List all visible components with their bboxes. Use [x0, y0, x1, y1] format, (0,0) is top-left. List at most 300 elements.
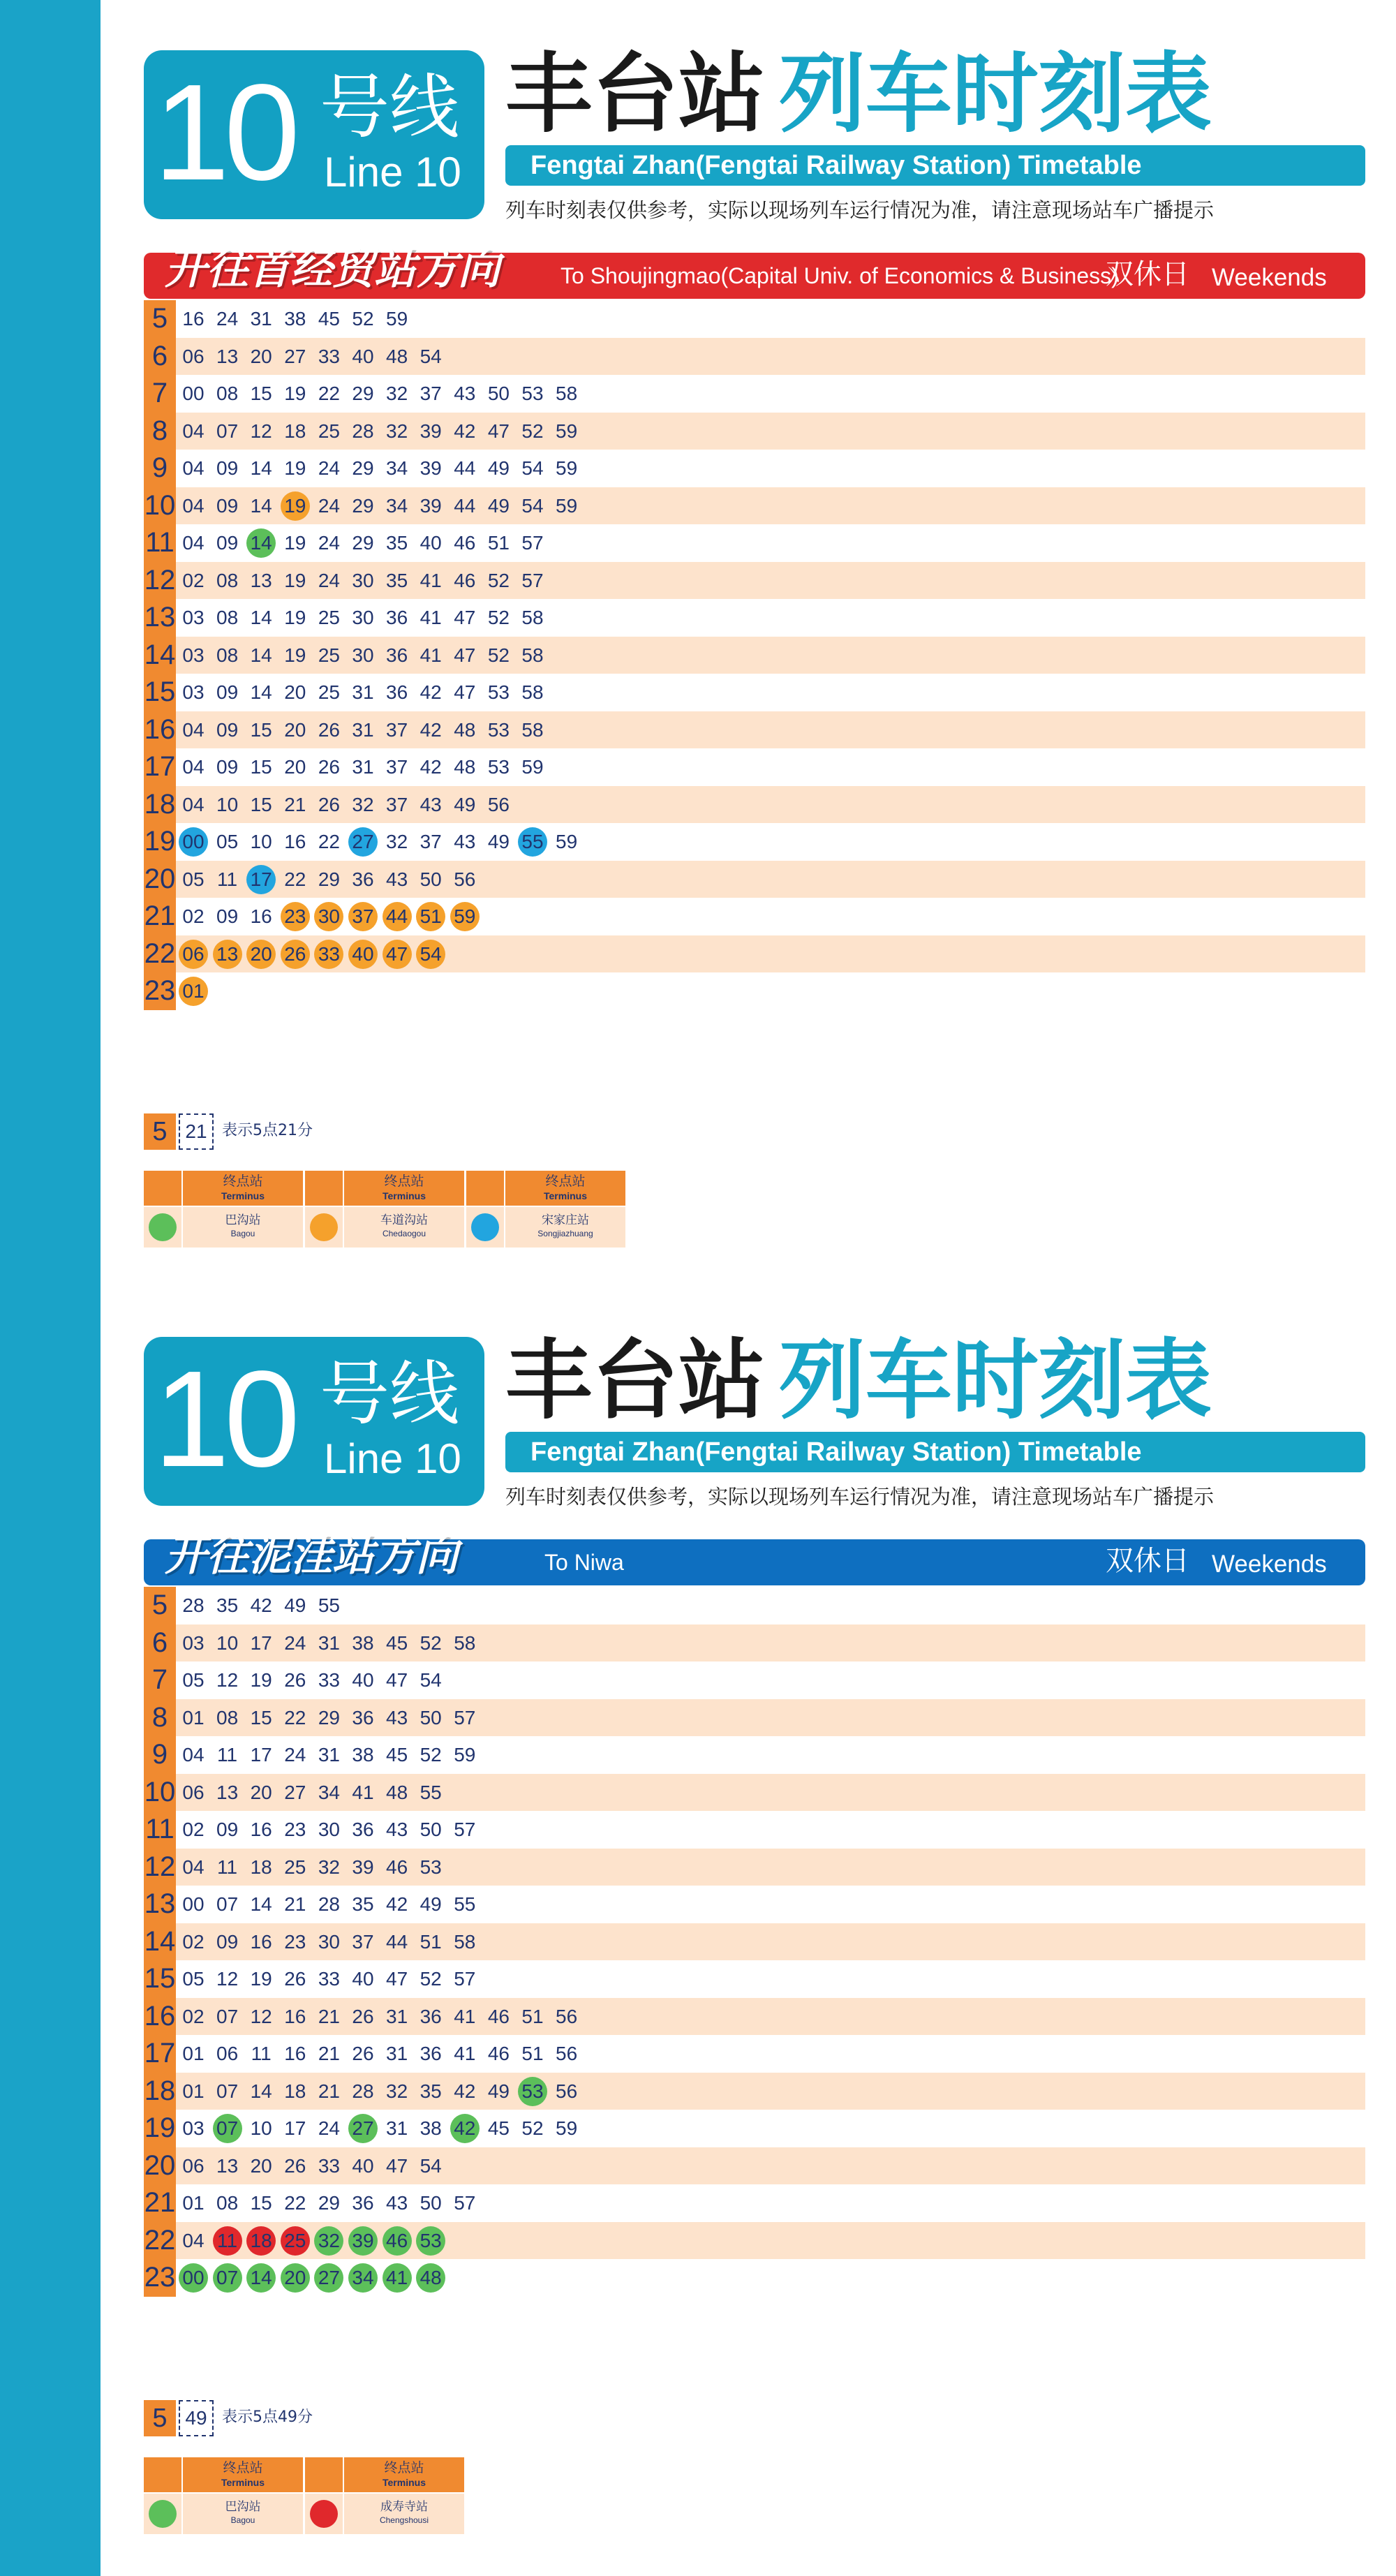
- departure-minute: 29: [352, 494, 374, 517]
- departure-minute: 32: [386, 831, 408, 852]
- departure-minute: 21: [284, 1893, 306, 1915]
- legend-dot-cell: [466, 1207, 504, 1248]
- direction-en: To Niwa: [544, 1550, 624, 1575]
- departure-minute: 31: [386, 2005, 408, 2027]
- departure-minute: 56: [487, 793, 510, 815]
- departure-minute: 06: [216, 2043, 239, 2064]
- departure-minute: 00: [182, 1893, 205, 1915]
- departure-minute: 04: [182, 1744, 205, 1766]
- departure-minute: 19: [284, 383, 306, 404]
- legend-station-en: Bagou: [230, 1229, 255, 1238]
- departure-minute: 17: [284, 2117, 306, 2139]
- departure-minute-marked: 33: [314, 940, 343, 969]
- legend-color-header: [144, 2457, 181, 2492]
- departure-minute: 56: [556, 2043, 578, 2064]
- departure-minute: 22: [284, 868, 306, 890]
- hour-row: [144, 1811, 1365, 1849]
- departure-minute: 42: [419, 718, 442, 741]
- departure-minute: 59: [556, 2117, 578, 2139]
- departure-minute: 48: [454, 756, 476, 778]
- departure-minute: 43: [386, 868, 408, 890]
- departure-minute: 04: [182, 793, 205, 815]
- legend-item: [305, 2457, 464, 2534]
- departure-minute: 02: [182, 2005, 205, 2027]
- legend-station: [183, 1207, 303, 1248]
- hour-cell: 16: [144, 1998, 176, 2036]
- departure-minute: 19: [284, 607, 306, 628]
- departure-minute: 20: [284, 756, 306, 778]
- example-minute: 49: [179, 2400, 214, 2436]
- departure-minute: 09: [216, 1819, 239, 1840]
- departure-minute: 21: [318, 2043, 340, 2064]
- legend-dot-cell: [144, 2494, 181, 2534]
- departure-minute: 50: [487, 383, 510, 404]
- legend-header-en: Terminus: [544, 1190, 587, 1201]
- departure-minute: 34: [386, 494, 408, 517]
- departure-minute: 43: [386, 1819, 408, 1840]
- legend-station-cn: 车道沟站: [380, 1213, 428, 1227]
- departure-minute: 38: [352, 1631, 374, 1654]
- departure-minute: 14: [250, 644, 272, 666]
- departure-minute: 47: [454, 607, 476, 628]
- hour-row: [144, 2184, 1365, 2222]
- departure-minute: 54: [419, 1669, 442, 1691]
- legend-dot: [471, 1213, 499, 1241]
- departure-minute: 41: [419, 607, 442, 628]
- hour-row: [144, 1886, 1365, 1923]
- departure-minute: 16: [284, 831, 306, 852]
- departure-minute: 29: [318, 868, 340, 890]
- example-key: [144, 1113, 563, 1150]
- example-minute: 21: [179, 1113, 214, 1150]
- departure-minute: 29: [352, 383, 374, 404]
- departure-minute: 28: [318, 1893, 340, 1915]
- departure-minute: 36: [386, 644, 408, 666]
- departure-minute: 52: [487, 644, 510, 666]
- departure-minute: 45: [386, 1744, 408, 1766]
- departure-minute: 31: [352, 681, 374, 703]
- notice-text: 列车时刻表仅供参考，实际以现场列车运行情况为准，请注意现场站车广播提示: [505, 198, 1215, 222]
- departure-minute: 01: [182, 2043, 205, 2064]
- departure-minute: 35: [419, 2080, 442, 2102]
- departure-minute: 12: [216, 1968, 239, 1990]
- departure-minute: 47: [487, 420, 510, 442]
- departure-minute: 02: [182, 1930, 205, 1953]
- departure-minute: 24: [216, 308, 239, 330]
- departure-minute: 50: [419, 868, 442, 890]
- departure-minute-marked: 47: [383, 940, 412, 969]
- departure-minute: 03: [182, 1631, 205, 1654]
- hour-cell: 17: [144, 748, 176, 786]
- departure-minute: 31: [386, 2043, 408, 2064]
- legend-item: [466, 1171, 625, 1248]
- departure-minute: 16: [250, 905, 272, 927]
- departure-minute: 12: [216, 1669, 239, 1691]
- departure-minute-marked: 53: [518, 2077, 547, 2106]
- departure-minute: 32: [318, 1856, 340, 1878]
- example-text: 表示5点21分: [222, 1122, 313, 1139]
- direction-cn: 开往泥洼站方向: [165, 1532, 458, 1581]
- departure-minute: 14: [250, 494, 272, 517]
- departure-minute: 39: [352, 1856, 374, 1878]
- departure-minute: 32: [386, 383, 408, 404]
- departure-minute: 07: [216, 420, 239, 442]
- departure-minute-marked: 17: [246, 865, 276, 894]
- departure-minute: 37: [386, 793, 408, 815]
- line-label-cn: 号线: [320, 66, 459, 148]
- timetable-northbound: [101, 0, 1396, 1285]
- legend-station-cn: 宋家庄站: [542, 1213, 589, 1227]
- legend-station: [505, 1207, 625, 1248]
- departure-minute: 53: [419, 1856, 442, 1878]
- departure-minute: 39: [419, 420, 442, 442]
- departure-minute: 04: [182, 718, 205, 741]
- page-title: [505, 1328, 1212, 1433]
- hour-row: [144, 1774, 1365, 1812]
- departure-minute: 31: [352, 718, 374, 741]
- departure-minute: 06: [182, 2154, 205, 2177]
- departure-minute: 26: [318, 756, 340, 778]
- legend-dot-cell: [144, 1207, 181, 1248]
- departure-minute: 05: [216, 831, 239, 852]
- departure-minute: 14: [250, 1893, 272, 1915]
- departure-minute: 07: [216, 2080, 239, 2102]
- example-hour: 5: [144, 2400, 176, 2436]
- departure-minute: 22: [284, 2192, 306, 2214]
- departure-minute: 34: [386, 457, 408, 479]
- hour-cell: 5: [144, 300, 176, 338]
- direction-bar: [144, 1532, 1365, 1585]
- departure-minute-marked: 46: [383, 2226, 412, 2256]
- departure-minute: 46: [487, 2043, 510, 2064]
- hour-cell: 7: [144, 375, 176, 413]
- departure-minute: 38: [352, 1744, 374, 1766]
- hour-cell: 19: [144, 2110, 176, 2147]
- departure-minute: 56: [556, 2005, 578, 2027]
- departure-minute: 56: [454, 868, 476, 890]
- departure-minute: 40: [419, 532, 442, 554]
- departure-minute-marked: 53: [416, 2226, 445, 2256]
- departure-minute: 57: [454, 1706, 476, 1729]
- departure-minute: 42: [386, 1893, 408, 1915]
- departure-minute: 16: [182, 308, 205, 330]
- departure-minute: 09: [216, 681, 239, 703]
- legend-station-cn: 成寿寺站: [380, 2500, 428, 2514]
- departure-minute: 52: [521, 2117, 544, 2139]
- station-name: 丰台站: [505, 44, 766, 145]
- legend-dot-cell: [305, 2494, 343, 2534]
- legend-item: [144, 2457, 303, 2534]
- departure-minute: 36: [419, 2005, 442, 2027]
- departure-minute: 19: [284, 569, 306, 591]
- departure-minute: 58: [454, 1930, 476, 1953]
- legend-item: [305, 1171, 464, 1248]
- departure-minute-marked: 07: [213, 2114, 242, 2143]
- departure-minute: 08: [216, 1706, 239, 1729]
- departure-minute: 21: [318, 2005, 340, 2027]
- departure-minute: 26: [284, 1669, 306, 1691]
- departure-minute: 31: [318, 1631, 340, 1654]
- departure-minute: 36: [386, 681, 408, 703]
- departure-minute: 15: [250, 1706, 272, 1729]
- departure-minute: 58: [521, 718, 544, 741]
- line-label-en: Line 10: [324, 149, 461, 195]
- departure-minute: 45: [386, 1631, 408, 1654]
- departure-minute: 04: [182, 756, 205, 778]
- departure-minute: 24: [318, 569, 340, 591]
- line-label-cn: 号线: [320, 1353, 459, 1435]
- departure-minute: 48: [386, 345, 408, 367]
- departure-minute: 49: [284, 1594, 306, 1616]
- legend-station-en: Songjiazhuang: [537, 1229, 593, 1238]
- departure-minute: 37: [352, 1930, 374, 1953]
- legend-color-header: [305, 1171, 343, 1206]
- line-badge: [144, 50, 484, 219]
- departure-minute-marked: 55: [518, 827, 547, 857]
- departure-minute: 59: [556, 494, 578, 517]
- departure-minute: 13: [216, 1781, 239, 1803]
- departure-minute: 16: [250, 1819, 272, 1840]
- departure-minute: 14: [250, 607, 272, 628]
- hour-cell: 14: [144, 1923, 176, 1961]
- departure-minute-marked: 37: [348, 902, 378, 931]
- departure-minute: 03: [182, 644, 205, 666]
- departure-minute: 35: [216, 1594, 239, 1616]
- hour-row: [144, 413, 1365, 450]
- hour-row: [144, 861, 1365, 898]
- departure-minute-marked: 59: [450, 902, 480, 931]
- departure-minute: 35: [352, 1893, 374, 1915]
- departure-minute: 04: [182, 457, 205, 479]
- hour-row: [144, 935, 1365, 973]
- legend-station-cn: 巴沟站: [225, 1213, 261, 1227]
- departure-minute: 04: [182, 532, 205, 554]
- departure-minute: 26: [284, 1968, 306, 1990]
- departure-minute: 47: [386, 2154, 408, 2177]
- departure-minute-marked: 14: [246, 2263, 276, 2293]
- legend-color-header: [466, 1171, 504, 1206]
- departure-minute: 24: [284, 1744, 306, 1766]
- notice-text: 列车时刻表仅供参考，实际以现场列车运行情况为准，请注意现场站车广播提示: [505, 1485, 1215, 1509]
- hour-cell: 22: [144, 935, 176, 973]
- departure-minute: 35: [386, 569, 408, 591]
- timetable-grid: [144, 300, 1365, 1010]
- departure-minute: 47: [454, 681, 476, 703]
- legend-header-en: Terminus: [383, 2477, 426, 2488]
- departure-minute: 25: [318, 607, 340, 628]
- legend-header: [505, 1171, 625, 1206]
- departure-minute: 35: [386, 532, 408, 554]
- day-type-cn: 双休日: [1106, 1545, 1189, 1577]
- departure-minute: 42: [454, 420, 476, 442]
- departure-minute: 53: [487, 756, 510, 778]
- legend-header-cn: 终点站: [384, 2460, 424, 2475]
- hour-cell: 21: [144, 2184, 176, 2222]
- departure-minute: 31: [386, 2117, 408, 2139]
- departure-minute: 57: [521, 569, 544, 591]
- departure-minute: 38: [284, 308, 306, 330]
- legend-station-en: Bagou: [230, 2515, 255, 2525]
- departure-minute: 40: [352, 2154, 374, 2177]
- hour-row: [144, 300, 1365, 338]
- hour-row: [144, 748, 1365, 786]
- departure-minute: 09: [216, 718, 239, 741]
- departure-minute: 58: [556, 383, 578, 404]
- legend-header-en: Terminus: [221, 1190, 265, 1201]
- departure-minute-marked: 44: [383, 902, 412, 931]
- legend-header-cn: 终点站: [223, 2460, 263, 2475]
- hour-row: [144, 487, 1365, 525]
- timetable-title: 列车时刻表: [779, 1331, 1212, 1431]
- departure-minute: 40: [352, 345, 374, 367]
- departure-minute: 15: [250, 718, 272, 741]
- legend-color-header: [144, 1171, 181, 1206]
- example-key: [144, 2400, 563, 2436]
- departure-minute: 09: [216, 457, 239, 479]
- hour-row: [144, 786, 1365, 824]
- departure-minute: 22: [318, 831, 340, 852]
- hour-row: [144, 375, 1365, 413]
- departure-minute: 05: [182, 868, 205, 890]
- legend-dot: [310, 1213, 338, 1241]
- departure-minute: 27: [284, 345, 306, 367]
- direction-cn: 开往首经贸站方向: [165, 245, 500, 294]
- departure-minute: 28: [352, 420, 374, 442]
- departure-minute: 44: [454, 457, 476, 479]
- departure-minute: 11: [217, 1856, 238, 1878]
- departure-minute: 09: [216, 494, 239, 517]
- departure-minute: 38: [419, 2117, 442, 2139]
- legend-header-cn: 终点站: [545, 1174, 586, 1189]
- departure-minute: 30: [352, 569, 374, 591]
- departure-minute: 58: [521, 681, 544, 703]
- departure-minute: 36: [352, 2192, 374, 2214]
- hour-row: [144, 2259, 1365, 2297]
- departure-minute: 57: [454, 1819, 476, 1840]
- departure-minute: 12: [250, 420, 272, 442]
- departure-minute: 48: [454, 718, 476, 741]
- departure-minute: 14: [250, 457, 272, 479]
- departure-minute: 47: [386, 1968, 408, 1990]
- departure-minute: 45: [318, 308, 340, 330]
- departure-minute: 27: [284, 1781, 306, 1803]
- departure-minute: 55: [419, 1781, 442, 1803]
- departure-minute: 49: [487, 457, 510, 479]
- departure-minute: 08: [216, 607, 239, 628]
- departure-minute-marked: 42: [450, 2114, 480, 2143]
- departure-minute: 09: [216, 1930, 239, 1953]
- departure-minute: 52: [419, 1744, 442, 1766]
- line-badge: [144, 1337, 484, 1506]
- departure-minute: 49: [487, 494, 510, 517]
- departure-minute: 54: [419, 2154, 442, 2177]
- departure-minute: 53: [487, 718, 510, 741]
- departure-minute: 17: [250, 1631, 272, 1654]
- hour-cell: 19: [144, 823, 176, 861]
- hour-cell: 22: [144, 2222, 176, 2260]
- departure-minute: 19: [284, 644, 306, 666]
- departure-minute: 22: [284, 1706, 306, 1729]
- legend-station: [344, 1207, 464, 1248]
- departure-minute: 42: [250, 1594, 272, 1616]
- hour-row: [144, 823, 1365, 861]
- departure-minute: 11: [217, 868, 238, 890]
- departure-minute: 25: [318, 644, 340, 666]
- departure-minute-marked: 01: [179, 977, 208, 1006]
- departure-minute: 20: [250, 345, 272, 367]
- departure-minute: 28: [352, 2080, 374, 2102]
- departure-minute: 53: [487, 681, 510, 703]
- departure-minute: 32: [352, 793, 374, 815]
- hour-row: [144, 1624, 1365, 1662]
- departure-minute-marked: 23: [281, 902, 310, 931]
- departure-minute: 24: [318, 532, 340, 554]
- hour-cell: 20: [144, 2147, 176, 2185]
- departure-minute: 33: [318, 2154, 340, 2177]
- departure-minute-marked: 14: [246, 528, 276, 558]
- departure-minute: 25: [318, 420, 340, 442]
- subtitle-en: Fengtai Zhan(Fengtai Railway Station) Timetable: [505, 1432, 1365, 1472]
- legend-station-en: Chengshousi: [379, 2515, 429, 2525]
- departure-minute-marked: 41: [383, 2263, 412, 2293]
- departure-minute-marked: 32: [314, 2226, 343, 2256]
- departure-minute: 01: [182, 2192, 205, 2214]
- departure-minute: 52: [487, 569, 510, 591]
- departure-minute: 33: [318, 1968, 340, 1990]
- departure-minute: 02: [182, 1819, 205, 1840]
- departure-minute: 39: [419, 494, 442, 517]
- legend-header: [183, 1171, 303, 1206]
- hour-cell: 21: [144, 898, 176, 935]
- departure-minute: 36: [352, 1706, 374, 1729]
- departure-minute: 29: [352, 457, 374, 479]
- hour-cell: 6: [144, 338, 176, 376]
- departure-minute: 18: [250, 1856, 272, 1878]
- departure-minute: 24: [318, 2117, 340, 2139]
- departure-minute: 12: [250, 2005, 272, 2027]
- departure-minute: 54: [521, 494, 544, 517]
- departure-minute: 08: [216, 644, 239, 666]
- hour-cell: 5: [144, 1587, 176, 1624]
- departure-minute: 03: [182, 2117, 205, 2139]
- legend-header: [344, 1171, 464, 1206]
- departure-minute: 57: [521, 532, 544, 554]
- hour-cell: 15: [144, 1960, 176, 1998]
- departure-minute: 19: [284, 532, 306, 554]
- departure-minute: 52: [352, 308, 374, 330]
- hour-row: [144, 338, 1365, 376]
- departure-minute: 32: [386, 420, 408, 442]
- departure-minute: 13: [250, 569, 272, 591]
- timetable-southbound: [101, 1287, 1396, 2571]
- departure-minute: 29: [318, 1706, 340, 1729]
- departure-minute: 08: [216, 2192, 239, 2214]
- legend-header: [344, 2457, 464, 2492]
- departure-minute-marked: 19: [281, 491, 310, 521]
- hour-cell: 10: [144, 487, 176, 525]
- departure-minute: 49: [419, 1893, 442, 1915]
- departure-minute: 31: [352, 756, 374, 778]
- legend-station: [183, 2494, 303, 2534]
- hour-cell: 11: [144, 524, 176, 562]
- departure-minute: 26: [352, 2043, 374, 2064]
- hour-row: [144, 1960, 1365, 1998]
- departure-minute: 04: [182, 2229, 205, 2251]
- hour-cell: 12: [144, 562, 176, 600]
- departure-minute-marked: 07: [213, 2263, 242, 2293]
- departure-minute: 23: [284, 1819, 306, 1840]
- hour-cell: 7: [144, 1661, 176, 1699]
